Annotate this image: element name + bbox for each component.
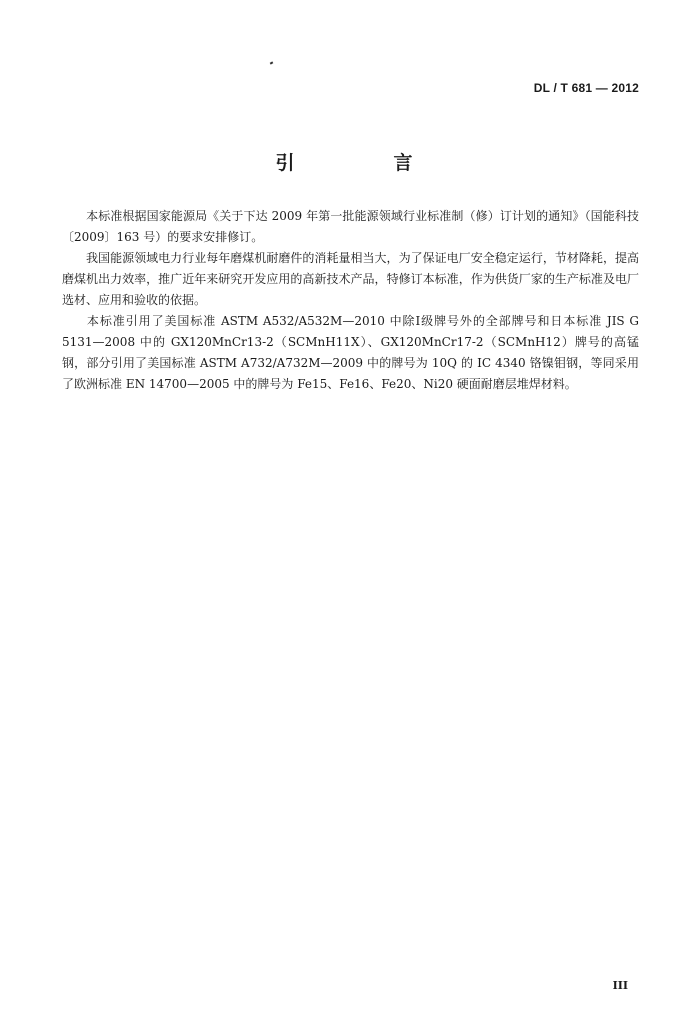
introduction-body <box>62 206 639 395</box>
page-number: III <box>612 979 628 992</box>
scan-speck <box>270 61 274 64</box>
paragraph-3 <box>62 311 639 395</box>
paragraph-1 <box>62 206 639 248</box>
paragraph-2 <box>62 248 639 311</box>
paragraph-3-text: 本标准引用了美国标准 ASTM A532/A532M—2010 中除Ⅰ级牌号外的全部牌号和日本标准 JIS G 5131—2008 中的 GX120MnCr13-2（SCMnH11X）、GX120MnCr17-2（SCMnH12）牌号的高锰钢，部分引用了美国标准 ASTM A732/A732M—2009 中的牌号为 10Q 的 IC 4340 铬镍钼钢，等同采用了欧洲标准 EN 14700—2005 中的牌号为 Fe15、Fe16、Fe20、Ni20 硬面耐磨层堆焊材料。 <box>62 314 639 391</box>
page-title: 引 言 <box>275 152 453 174</box>
paragraph-1-text: 本标准根据国家能源局《关于下达 2009 年第一批能源领域行业标准制（修）订计划的通知》（国能科技〔2009〕163 号）的要求安排修订。 <box>62 209 639 244</box>
paragraph-2-text: 我国能源领域电力行业每年磨煤机耐磨件的消耗量相当大，为了保证电厂安全稳定运行，节材降耗，提高磨煤机出力效率，推广近年来研究开发应用的高新技术产品，特修订本标准，作为供货厂家的生产标准及电厂选材、应用和验收的依据。 <box>62 251 639 307</box>
standard-code: DL / T 681 — 2012 <box>533 81 639 95</box>
